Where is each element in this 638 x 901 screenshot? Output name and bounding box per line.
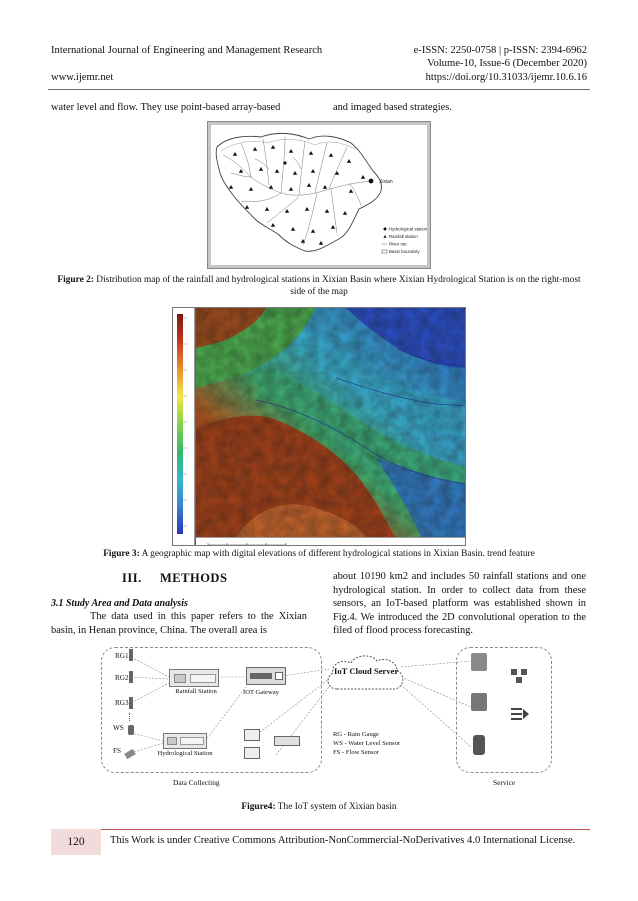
legend-basin-boundary: Basin boundary: [389, 249, 420, 254]
list-forward-icon: [511, 707, 529, 721]
rain-gauge-icon: [129, 649, 133, 661]
legend-rainfall-station: Rainfall station: [389, 234, 418, 239]
hydrological-station-label: Hydrological Station: [157, 750, 213, 757]
volume-line: Volume-10, Issue-6 (December 2020): [427, 58, 587, 69]
header-rule: [48, 89, 590, 90]
figure-2-caption-text: Distribution map of the rainfall and hydrological stations in Xixian Basin where Xixian Hydrological Station is on the right-most side of the map: [96, 275, 581, 297]
top-text-right: and imaged based strategies.: [333, 102, 452, 113]
subsection-heading: 3.1 Study Area and Data analysis: [51, 598, 188, 609]
hydrological-station-icon: [163, 733, 207, 749]
rainfall-station-label: Rainfall Station: [175, 688, 217, 695]
paragraph-left: The data used in this paper refers to the Xixian basin, in Henan province, China. The overall area is: [51, 611, 307, 636]
rain-gauge-icon: [129, 697, 133, 709]
figure-3-caption-label: Figure 3:: [103, 549, 140, 559]
legend-river-net: River net: [389, 241, 407, 247]
sensor-label-rg3: RG3: [115, 699, 129, 707]
legend-water-level: WS - Water Level Sensor: [333, 740, 401, 747]
dem-terrain: [196, 308, 466, 537]
elevation-color-legend: [173, 308, 195, 546]
sensor-label-rg2: RG2: [115, 674, 129, 682]
figure-4-caption: [56, 801, 582, 813]
ellipsis-dots-icon: [129, 713, 131, 721]
legend-rain-gauge: RG - Rain Gauge: [333, 731, 379, 738]
basin-station-map: [211, 125, 427, 265]
journal-name: International Journal of Engineering and Management Research: [51, 45, 323, 56]
figure-4-caption-text: The IoT system of Xixian basin: [277, 802, 397, 812]
issn-line: e-ISSN: 2250-0758 | p-ISSN: 2394-6962: [413, 45, 587, 56]
figure-4-caption-label: Figure4:: [241, 802, 276, 812]
data-collecting-label: Data Collecting: [173, 778, 220, 787]
sensor-label-fs: FS: [113, 747, 121, 755]
doi-link[interactable]: https://doi.org/10.31033/ijemr.10.6.16: [425, 72, 587, 83]
rain-gauge-icon: [129, 671, 133, 683]
figure-3-caption-text: A geographic map with digital elevations of different hydrological stations in Xixian Basin. trend feature: [141, 549, 535, 559]
search-device-icon: [471, 653, 487, 671]
service-label: Service: [493, 778, 516, 787]
sensor-label-ws: WS: [113, 724, 124, 732]
mobile-phone-icon: [473, 735, 485, 755]
network-nodes-icon: [511, 669, 529, 683]
top-text-left: water level and flow. They use point-based array-based: [51, 102, 281, 113]
device-icon: [244, 729, 260, 741]
figure-2-map: [207, 121, 431, 269]
footer-rule: [101, 829, 590, 830]
xixian-station-label: Xixian: [379, 179, 393, 185]
tablet-icon: [471, 693, 487, 711]
section-number: III.: [122, 571, 142, 585]
water-level-sensor-icon: [128, 725, 134, 735]
iot-gateway-label: IOT Gateway: [243, 689, 279, 696]
sensor-label-rg1: RG1: [115, 652, 129, 660]
figure-2-caption: [56, 274, 582, 298]
figure-3-elevation-map: [172, 307, 466, 546]
router-icon: [274, 736, 300, 746]
page-number: 120: [51, 829, 101, 855]
cloud-server-label: IoT Cloud Server: [334, 666, 399, 676]
paragraph-right: about 10190 km2 and includes 50 rainfall stations and one hydrological station. In order to collect data from these sensors, an IoT-based platform was established shown in Fig.4. We introduced the 2D convolutional operation to the filed of flood process forecasting.: [333, 571, 586, 637]
license-text: This Work is under Creative Commons Attribution-NonCommercial-NoDerivatives 4.0 International License.: [110, 835, 576, 846]
figure-3-caption: [56, 548, 582, 560]
legend-hydrological-station: Hydrological station: [389, 226, 427, 232]
device-icon: [244, 747, 260, 759]
figure-2-caption-label: Figure 2:: [57, 275, 94, 285]
iot-gateway-icon: [246, 667, 286, 685]
rainfall-station-icon: [169, 669, 219, 687]
website-link[interactable]: www.ijemr.net: [51, 72, 114, 83]
legend-flow-sensor: FS - Flow Sensor: [333, 749, 379, 756]
map-scale-bar: [196, 537, 466, 546]
figure-4-iot-diagram: [101, 647, 562, 789]
section-title: METHODS: [160, 571, 228, 585]
